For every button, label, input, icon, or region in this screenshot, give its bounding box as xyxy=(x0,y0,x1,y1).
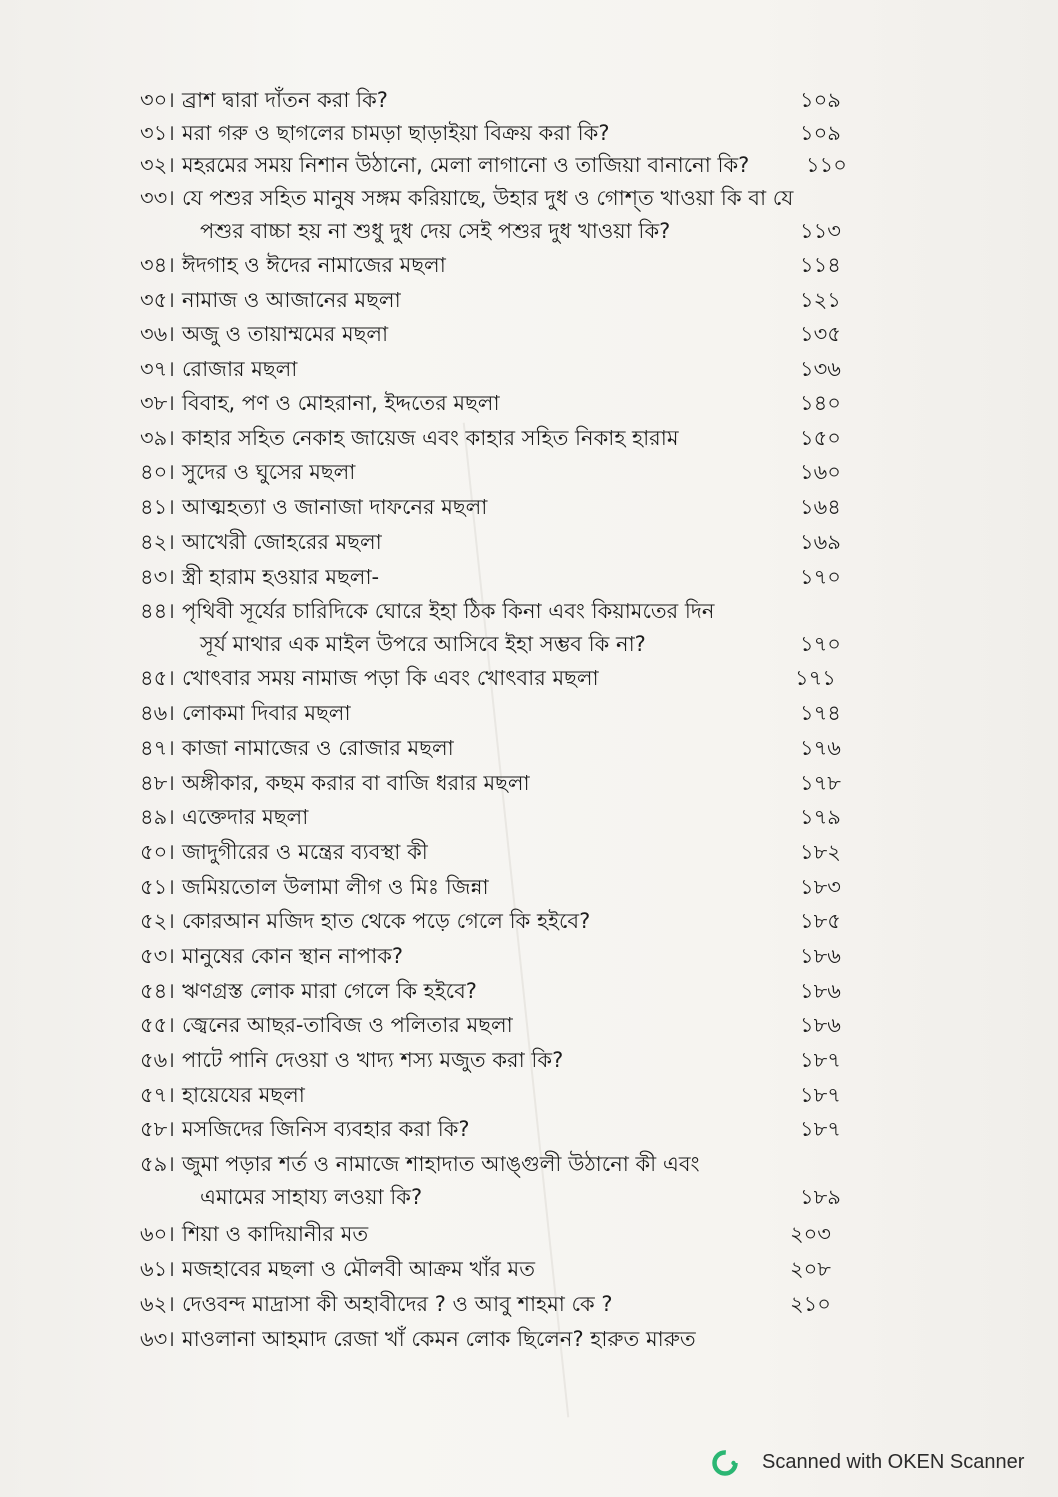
oken-scanner-logo-icon xyxy=(712,1450,738,1476)
toc-entry-title: যে পশুর সহিত মানুষ সঙ্গম করিয়াছে, উহার দুধ ও গোশ্‌ত খাওয়া কি বা যে xyxy=(182,186,794,210)
toc-entry-page-number: ১৭৪ xyxy=(800,701,841,725)
toc-entry-title: মজহাবের মছলা ও মৌলবী আক্রম খাঁর মত xyxy=(182,1257,535,1281)
toc-entry-page-number: ১৩৬ xyxy=(800,357,841,381)
toc-entry-number: ৪৯। xyxy=(140,805,175,829)
toc-entry-page-number: ১৮২ xyxy=(800,840,841,864)
toc-entry-page-number: ১৭৬ xyxy=(800,736,841,760)
toc-entry-title: খোৎবার সময় নামাজ পড়া কি এবং খোৎবার মছলা xyxy=(182,666,599,690)
toc-entry-title: আত্মহত্যা ও জানাজা দাফনের মছলা xyxy=(182,495,488,519)
toc-entry-number: ৬২। xyxy=(140,1292,175,1316)
toc-entry-number: ৪৭। xyxy=(140,736,175,760)
toc-entry-title: লোকমা দিবার মছলা xyxy=(182,701,351,725)
toc-entry-page-number: ২১০ xyxy=(790,1292,831,1316)
toc-entry-number: ৬০। xyxy=(140,1222,175,1246)
toc-entry-page-number: ১০৯ xyxy=(800,121,841,145)
toc-entry-page-number: ১৮৯ xyxy=(800,1185,841,1209)
toc-entry-title: হায়েযের মছলা xyxy=(182,1083,305,1107)
toc-entry-title: মরা গরু ও ছাগলের চামড়া ছাড়াইয়া বিক্রয় করা কি? xyxy=(182,121,610,145)
toc-entry-title: নামাজ ও আজানের মছলা xyxy=(182,288,401,312)
toc-entry-title: এক্তেদার মছলা xyxy=(182,805,309,829)
toc-entry-number: ৫০। xyxy=(140,840,175,864)
toc-entry-number: ৪০। xyxy=(140,460,175,484)
toc-entry-number: ৩৭। xyxy=(140,357,175,381)
toc-entry-title: স্ত্রী হারাম হওয়ার মছলা- xyxy=(182,565,380,589)
toc-entry-title: রোজার মছলা xyxy=(182,357,298,381)
toc-entry-page-number: ১৭১ xyxy=(795,666,836,690)
toc-entry-number: ৪৫। xyxy=(140,666,175,690)
toc-entry-number: ৫৭। xyxy=(140,1083,175,1107)
toc-entry-number: ৫২। xyxy=(140,909,175,933)
toc-entry-number: ৫৬। xyxy=(140,1048,175,1072)
toc-entry-title: আখেরী জোহরের মছলা xyxy=(182,530,382,554)
toc-entry-title-continued: সূর্য মাথার এক মাইল উপরে আসিবে ইহা সম্ভব কি না? xyxy=(200,632,646,656)
toc-entry-title: শিয়া ও কাদিয়ানীর মত xyxy=(182,1222,369,1246)
toc-entry-page-number: ১৮৫ xyxy=(800,909,841,933)
toc-entry-number: ৩২। xyxy=(140,153,175,177)
toc-entry-title: জ্বেনের আছর-তাবিজ ও পলিতার মছলা xyxy=(182,1013,513,1037)
toc-entry-number: ৪১। xyxy=(140,495,175,519)
toc-entry-number: ৩৯। xyxy=(140,426,175,450)
toc-entry-title: জাদুগীরের ও মন্ত্রের ব্যবস্থা কী xyxy=(182,840,428,864)
toc-entry-number: ৫৮। xyxy=(140,1117,175,1141)
toc-entry-page-number: ১০৯ xyxy=(800,88,841,112)
toc-entry-title: মাওলানা আহমাদ রেজা খাঁ কেমন লোক ছিলেন? হারুত মারুত xyxy=(182,1327,696,1351)
toc-entry-number: ৩৮। xyxy=(140,391,175,415)
toc-entry-title-continued: পশুর বাচ্চা হয় না শুধু দুধ দেয় সেই পশুর দুধ খাওয়া কি? xyxy=(200,219,671,243)
toc-entry-number: ৩০। xyxy=(140,88,175,112)
toc-entry-page-number: ১১৩ xyxy=(800,219,841,243)
toc-entry-page-number: ১৮৭ xyxy=(800,1048,841,1072)
toc-entry-page-number: ১৮৬ xyxy=(800,979,841,1003)
toc-entry-number: ৩১। xyxy=(140,121,175,145)
toc-entry-number: ৩৪। xyxy=(140,253,175,277)
toc-entry-title: ঈদগাহ ও ঈদের নামাজের মছলা xyxy=(182,253,446,277)
toc-entry-page-number: ১৭০ xyxy=(800,565,841,589)
toc-entry-number: ৪৬। xyxy=(140,701,175,725)
toc-entry-page-number: ১১০ xyxy=(806,153,847,177)
scanner-watermark xyxy=(712,1447,1052,1479)
toc-entry-page-number: ১৭৯ xyxy=(800,805,841,829)
toc-entry-page-number: ১৭০ xyxy=(800,632,841,656)
toc-entry-page-number: ২০৩ xyxy=(790,1222,831,1246)
toc-entry-title: কাজা নামাজের ও রোজার মছলা xyxy=(182,736,454,760)
toc-entry-title: মানুষের কোন স্থান নাপাক? xyxy=(182,944,404,968)
toc-entry-title: পাটে পানি দেওয়া ও খাদ্য শস্য মজুত করা কি? xyxy=(182,1048,564,1072)
toc-entry-number: ৫৫। xyxy=(140,1013,175,1037)
toc-entry-page-number: ১১৪ xyxy=(800,253,841,277)
scanner-watermark-text: Scanned with OKEN Scanner xyxy=(762,1451,1025,1473)
toc-entry-title: ঋণগ্রস্ত লোক মারা গেলে কি হইবে? xyxy=(182,979,477,1003)
toc-entry-number: ৩৩। xyxy=(140,186,175,210)
toc-entry-title: অঙ্গীকার, কছম করার বা বাজি ধরার মছলা xyxy=(182,771,530,795)
toc-entry-page-number: ১৬৪ xyxy=(800,495,841,519)
toc-entry-number: ৫১। xyxy=(140,875,175,899)
toc-entry-number: ৫৯। xyxy=(140,1152,175,1176)
toc-entry-number: ৬১। xyxy=(140,1257,175,1281)
toc-entry-title: দেওবন্দ মাদ্রাসা কী অহাবীদের ? ও আবু শাহমা কে ? xyxy=(182,1292,613,1316)
toc-entry-number: ৬৩। xyxy=(140,1327,175,1351)
toc-entry-page-number: ১৮৭ xyxy=(800,1117,841,1141)
toc-entry-title: পৃথিবী সূর্যের চারিদিকে ঘোরে ইহা ঠিক কিনা এবং কিয়ামতের দিন xyxy=(182,599,715,623)
toc-entry-page-number: ২০৮ xyxy=(790,1257,831,1281)
toc-entry-title: কোরআন মজিদ হাত থেকে পড়ে গেলে কি হইবে? xyxy=(182,909,591,933)
toc-entry-number: ৩৬। xyxy=(140,322,175,346)
toc-entry-number: ৩৫। xyxy=(140,288,175,312)
toc-entry-title: জমিয়তোল উলামা লীগ ও মিঃ জিন্না xyxy=(182,875,489,899)
toc-entry-title: জুমা পড়ার শর্ত ও নামাজে শাহাদাত আঙ্গুলী উঠানো কী এবং xyxy=(182,1152,700,1176)
toc-entry-number: ৪২। xyxy=(140,530,175,554)
toc-entry-title: ব্রাশ দ্বারা দাঁতন করা কি? xyxy=(182,88,388,112)
toc-entry-number: ৪৩। xyxy=(140,565,175,589)
toc-entry-number: ৫৪। xyxy=(140,979,175,1003)
toc-entry-title: মহরমের সময় নিশান উঠানো, মেলা লাগানো ও তাজিয়া বানানো কি? xyxy=(182,153,750,177)
toc-entry-page-number: ১৬০ xyxy=(800,460,841,484)
toc-entry-page-number: ১৮৭ xyxy=(800,1083,841,1107)
toc-entry-title-continued: এমামের সাহায্য লওয়া কি? xyxy=(200,1185,423,1209)
toc-entry-page-number: ১৩৫ xyxy=(800,322,841,346)
toc-entry-title: সুদের ও ঘুসের মছলা xyxy=(182,460,356,484)
toc-entry-page-number: ১৭৮ xyxy=(800,771,841,795)
toc-entry-page-number: ১৪০ xyxy=(800,391,841,415)
toc-entry-title: মসজিদের জিনিস ব্যবহার করা কি? xyxy=(182,1117,470,1141)
toc-entry-number: ৪৮। xyxy=(140,771,175,795)
toc-entry-number: ৫৩। xyxy=(140,944,175,968)
toc-entry-page-number: ১৮৬ xyxy=(800,944,841,968)
toc-entry-page-number: ১৮৬ xyxy=(800,1013,841,1037)
toc-entry-title: কাহার সহিত নেকাহ জায়েজ এবং কাহার সহিত নিকাহ হারাম xyxy=(182,426,679,450)
toc-entry-number: ৪৪। xyxy=(140,599,175,623)
toc-entry-title: বিবাহ, পণ ও মোহরানা, ইদ্দতের মছলা xyxy=(182,391,500,415)
toc-entry-page-number: ১৮৩ xyxy=(800,875,841,899)
toc-entry-title: অজু ও তায়াম্মমের মছলা xyxy=(182,322,389,346)
toc-entry-page-number: ১৫০ xyxy=(800,426,841,450)
toc-entry-page-number: ১৬৯ xyxy=(800,530,841,554)
toc-entry-page-number: ১২১ xyxy=(800,288,841,312)
